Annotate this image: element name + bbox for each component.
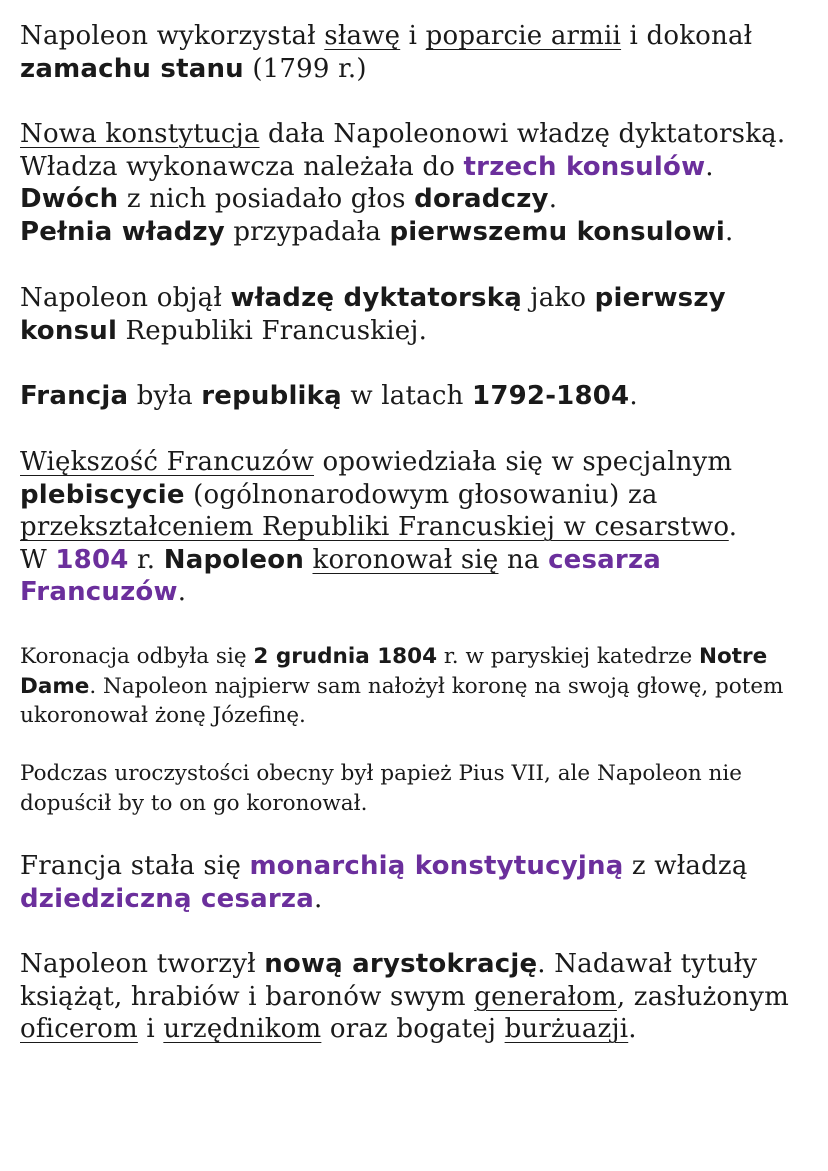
text: Republiki Francuskiej. bbox=[117, 315, 428, 346]
underlined-term-generals: generałom bbox=[474, 981, 617, 1012]
underlined-term-transformation: przekształceniem Republiki Francuskiej w cesarstwo bbox=[20, 512, 729, 542]
paragraph-constitution bbox=[20, 118, 806, 248]
paragraph-dictatorship bbox=[20, 282, 806, 347]
text: oraz bogatej bbox=[321, 1014, 505, 1044]
text: . bbox=[629, 381, 638, 411]
text: z nich posiadało głos bbox=[118, 184, 415, 214]
text: Napoleon wykorzystał bbox=[20, 21, 325, 51]
text: Napoleon tworzył bbox=[20, 949, 265, 979]
bold-term-first-consul: pierwszy konsul bbox=[20, 283, 726, 346]
text: i dokonał bbox=[621, 21, 753, 51]
highlighted-term-three-consuls: trzech konsulów bbox=[463, 151, 706, 182]
text: . bbox=[548, 184, 558, 214]
text: . Nadawał tytuły książąt, hrabiów i baronów swym bbox=[20, 949, 758, 1012]
text: w latach bbox=[341, 381, 473, 411]
text bbox=[304, 545, 312, 575]
highlighted-term-1804: 1804 bbox=[55, 544, 129, 575]
text: . Napoleon najpierw sam nałożył koronę na swoją głowę, potem ukoronował żonę Józefinę. bbox=[20, 673, 784, 728]
text: przypadała bbox=[224, 216, 390, 247]
text: . bbox=[725, 216, 734, 247]
text: z władzą bbox=[623, 851, 748, 881]
text: i bbox=[137, 1014, 164, 1044]
text: r. bbox=[128, 544, 164, 575]
underlined-term-majority: Większość Francuzów bbox=[20, 447, 315, 477]
text: . bbox=[628, 1014, 637, 1044]
bold-term-date: 2 grudnia 1804 bbox=[253, 644, 438, 669]
underlined-term-army-support: poparcie armii bbox=[425, 21, 622, 51]
text: (ogólnonarodowym głosowaniu) za bbox=[184, 479, 658, 510]
text: Podczas uroczystości obecny był papież Pius VII, ale Napoleon nie dopuścił by to on go koronował. bbox=[20, 761, 742, 816]
highlighted-term-emperor: cesarza Francuzów bbox=[20, 544, 662, 607]
underlined-term-bourgeoisie: burżuazji bbox=[504, 1014, 629, 1044]
bold-term-two: Dwóch bbox=[20, 184, 119, 214]
underlined-term-crowned: koronował się bbox=[312, 544, 499, 575]
bold-term-plebiscite: plebiscycie bbox=[20, 479, 185, 510]
bold-term-notre-dame: Notre Dame bbox=[20, 644, 768, 699]
underlined-term-fame: sławę bbox=[324, 21, 401, 51]
text: i bbox=[400, 21, 426, 51]
bold-term-republic: republiką bbox=[201, 381, 342, 411]
text: (1799 r.) bbox=[243, 53, 367, 84]
text: . bbox=[705, 151, 714, 182]
text: opowiedziała się w specjalnym bbox=[314, 447, 733, 477]
bold-term-new-aristocracy: nową arystokrację bbox=[264, 949, 538, 979]
paragraph-aristocracy bbox=[20, 948, 806, 1046]
text: Koronacja odbyła się bbox=[20, 644, 254, 669]
paragraph-coup bbox=[20, 20, 806, 85]
text: była bbox=[128, 381, 202, 411]
text: . bbox=[313, 883, 323, 914]
text: Napoleon objął bbox=[20, 283, 231, 313]
text: jako bbox=[521, 283, 595, 313]
text: , zasłużonym bbox=[616, 981, 789, 1012]
underlined-term-new-constitution: Nowa konstytucja bbox=[20, 119, 260, 149]
text: na bbox=[498, 544, 549, 575]
highlighted-term-hereditary-power: dziedziczną cesarza bbox=[20, 883, 314, 914]
bold-term-years: 1792-1804 bbox=[472, 381, 630, 411]
text: dała Napoleonowi władzę dyktatorską. bbox=[259, 119, 786, 149]
text: . bbox=[728, 512, 738, 542]
paragraph-coronation bbox=[20, 642, 806, 731]
text: Władza wykonawcza należała do bbox=[20, 151, 464, 182]
bold-term-first-consul: pierwszemu konsulowi bbox=[389, 216, 726, 247]
text: r. w paryskiej katedrze bbox=[437, 644, 700, 669]
bold-term-napoleon: Napoleon bbox=[163, 544, 305, 575]
bold-term-dictatorial-power: władzę dyktatorską bbox=[230, 283, 522, 313]
bold-term-coup: zamachu stanu bbox=[20, 53, 244, 84]
underlined-term-officers: oficerom bbox=[20, 1014, 138, 1044]
highlighted-term-constitutional-monarchy: monarchią konstytucyjną bbox=[249, 851, 624, 881]
paragraph-plebiscite bbox=[20, 446, 806, 609]
bold-term-advisory: doradczy bbox=[414, 184, 549, 214]
bold-term-france: Francja bbox=[20, 381, 129, 411]
paragraph-monarchy bbox=[20, 850, 806, 915]
paragraph-pope bbox=[20, 759, 806, 818]
text: W bbox=[20, 544, 56, 575]
paragraph-republic bbox=[20, 380, 806, 413]
text: . bbox=[177, 577, 187, 607]
underlined-term-officials: urzędnikom bbox=[163, 1014, 322, 1044]
bold-term-full-power: Pełnia władzy bbox=[20, 216, 225, 247]
text: Francja stała się bbox=[20, 851, 250, 881]
